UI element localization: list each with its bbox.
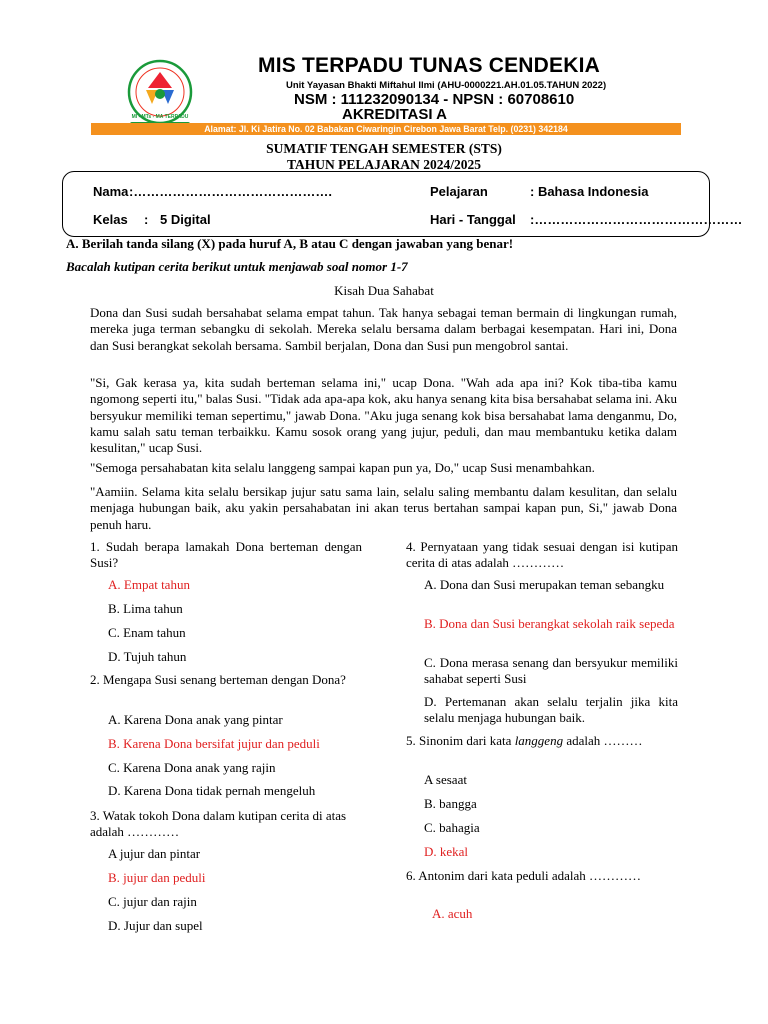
address-text: Alamat: Jl. Ki Jatira No. 02 Babakan Ciwaringin Cirebon Jawa Barat Telp. (0231) 342184 [204, 124, 568, 134]
school-accreditation: AKREDITASI A [342, 106, 447, 123]
q3-option-c[interactable]: C. jujur dan rajin [108, 894, 197, 909]
school-ids: NSM : 111232090134 - NPSN : 60708610 [294, 91, 575, 108]
q2-option-c[interactable]: C. Karena Dona anak yang rajin [108, 760, 276, 775]
q4-option-a[interactable]: A. Dona dan Susi merupakan teman sebangku [424, 577, 665, 592]
q5-option-c[interactable]: C. bahagia [424, 820, 480, 835]
q4-option-c[interactable]: C. Dona merasa senang dan bersyukur memiliki sahabat seperti Susi [424, 655, 678, 686]
exam-title: SUMATIF TENGAH SEMESTER (STS) [266, 141, 502, 156]
question-3: 3. Watak tokoh Dona dalam kutipan cerita di atas adalah ………… [90, 808, 347, 839]
reading-instruction: Bacalah kutipan cerita berikut untuk menjawab soal nomor 1-7 [66, 259, 408, 274]
school-unit: Unit Yayasan Bhakti Miftahul Ilmi (AHU-0000221.AH.01.05.TAHUN 2022) [286, 80, 607, 91]
q2-option-a[interactable]: A. Karena Dona anak yang pintar [108, 712, 283, 727]
date-field[interactable]: :………………………………………… [530, 212, 743, 227]
name-field[interactable]: :………………………………………. [129, 184, 332, 199]
q5-text-after: adalah ……… [563, 733, 643, 748]
subject-value: : Bahasa Indonesia [530, 184, 649, 199]
exam-year: TAHUN PELAJARAN 2024/2025 [286, 157, 481, 172]
logo-text: MI - MTs - MA TERPADU [131, 114, 189, 120]
story-paragraph: Dona dan Susi sudah bersahabat selama empat tahun. Tak hanya sebagai teman bermain di lingkungan rumah, mereka juga terman sebangku di sekolah. Mereka selalu bersama dalam berbagai kesempatan. Hari ini, Dona dan Susi berangkat sekolah bersama. Sambil berjalan, Dona dan Susi pun mengobrol santai. [90, 305, 677, 353]
address-bar [91, 123, 681, 135]
q2-option-d[interactable]: D. Karena Dona tidak pernah mengeluh [108, 783, 316, 798]
class-label: Kelas [93, 212, 128, 227]
q6-option-a[interactable]: A. acuh [432, 906, 473, 921]
q1-option-a[interactable]: A. Empat tahun [108, 577, 190, 592]
q1-option-d[interactable]: D. Tujuh tahun [108, 649, 187, 664]
q5-option-b[interactable]: B. bangga [424, 796, 477, 811]
q3-option-d[interactable]: D. Jujur dan supel [108, 918, 203, 933]
question-2: 2. Mengapa Susi senang berteman dengan Dona? [90, 672, 346, 687]
q3-option-a[interactable]: A jujur dan pintar [108, 846, 201, 861]
q1-option-c[interactable]: C. Enam tahun [108, 625, 186, 640]
q5-option-d[interactable]: D. kekal [424, 844, 469, 859]
question-4: 4. Pernyataan yang tidak sesuai dengan isi kutipan cerita di atas adalah ………… [406, 539, 678, 570]
q3-option-b[interactable]: B. jujur dan peduli [108, 870, 206, 885]
story-paragraph: "Aamiin. Selama kita selalu bersikap jujur satu sama lain, selalu saling membantu dalam kesulitan, dan selalu menjaga hubungan baik, aku yakin persahabatan ini akan terus bertahan sampai kapan pun, Si," jawab Dona penuh haru. [90, 484, 677, 532]
q5-option-a[interactable]: A sesaat [424, 772, 467, 787]
story-paragraph: "Si, Gak kerasa ya, kita sudah berteman selama ini," ucap Dona. "Wah ada apa ini? Kok tiba-tiba kamu ngomong seperti itu," balas Susi. "Tidak ada apa-apa kok, aku hanya senang kita bisa bersahabat selama ini. Aku bersyukur memiliki teman sepertimu," jawab Dona. "Aku juga senang kok bisa bersahabat lama denganmu, Do, kamu salah satu teman terbaikku. Kamu sosok orang yang jujur, peduli, dan mau membantuku ketika dalam kesulitan," ucap Susi. [90, 375, 677, 456]
class-value: 5 Digital [160, 212, 211, 227]
q5-text-before: 5. Sinonim dari kata [406, 733, 515, 748]
date-label: Hari - Tanggal [430, 212, 516, 227]
subject-label: Pelajaran [430, 184, 488, 199]
name-label: Nama [93, 184, 129, 199]
q1-option-b[interactable]: B. Lima tahun [108, 601, 183, 616]
q4-option-b[interactable]: B. Dona dan Susi berangkat sekolah raik sepeda [424, 616, 675, 631]
section-a-instruction: A. Berilah tanda silang (X) pada huruf A, B atau C dengan jawaban yang benar! [66, 236, 514, 251]
question-5 [406, 733, 678, 749]
q5-keyword: langgeng [514, 733, 564, 748]
class-colon: : [144, 212, 149, 227]
q2-option-b[interactable]: B. Karena Dona bersifat jujur dan peduli [108, 736, 320, 751]
identity-box [62, 171, 710, 237]
story-title: Kisah Dua Sahabat [334, 283, 434, 298]
question-6: 6. Antonim dari kata peduli adalah ………… [406, 868, 642, 883]
q4-option-d[interactable]: D. Pertemanan akan selalu terjalin jika kita selalu menjaga hubungan baik. [424, 694, 678, 725]
story-paragraph: "Semoga persahabatan kita selalu langgeng sampai kapan pun ya, Do," ucap Susi menambahkan. [90, 460, 595, 475]
school-name: MIS TERPADU TUNAS CENDEKIA [258, 54, 600, 77]
question-1: 1. Sudah berapa lamakah Dona berteman dengan Susi? [90, 539, 362, 570]
